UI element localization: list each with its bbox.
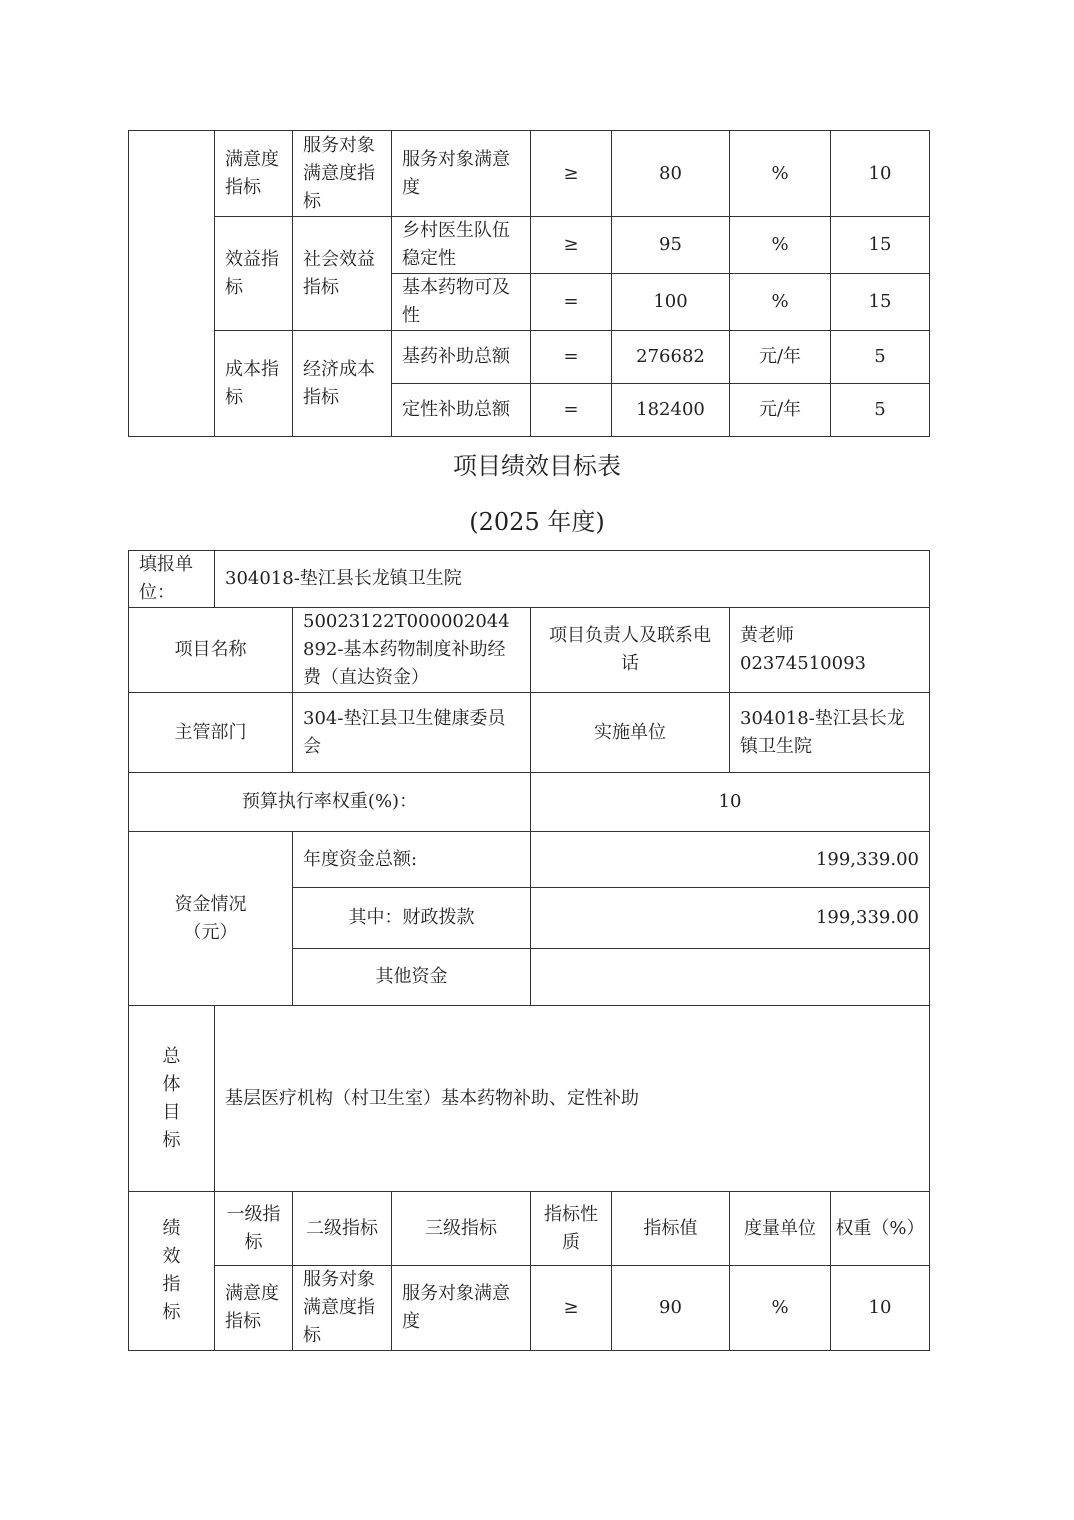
funds-label: 资金情况（元） [129, 832, 293, 1006]
level3-indicator: 服务对象满意度 [392, 1266, 531, 1351]
indicator-operator: = [531, 384, 612, 437]
header-value: 指标值 [612, 1192, 730, 1266]
table-row [129, 1192, 930, 1266]
indicator-value: 95 [612, 217, 730, 274]
blank-cell [129, 131, 215, 437]
level2-indicator: 经济成本指标 [293, 331, 392, 437]
level3-indicator: 服务对象满意度 [392, 131, 531, 217]
indicator-weight: 15 [831, 217, 930, 274]
contact-label: 项目负责人及联系电话 [531, 608, 730, 693]
funds-other-value [531, 949, 930, 1006]
dept-label: 主管部门 [129, 693, 293, 773]
table-row [129, 331, 930, 384]
indicator-unit: 元/年 [730, 331, 831, 384]
level3-indicator: 基本药物可及性 [392, 274, 531, 331]
table-row [129, 832, 930, 888]
header-level3: 三级指标 [392, 1192, 531, 1266]
header-unit: 度量单位 [730, 1192, 831, 1266]
indicator-unit: % [730, 131, 831, 217]
indicator-value: 80 [612, 131, 730, 217]
project-name-label: 项目名称 [129, 608, 293, 693]
indicator-value: 276682 [612, 331, 730, 384]
level1-indicator: 满意度指标 [215, 1266, 293, 1351]
table-row [129, 217, 930, 274]
indicator-weight: 5 [831, 384, 930, 437]
indicator-weight: 5 [831, 331, 930, 384]
contact-value: 黄老师 02374510093 [730, 608, 930, 693]
level1-indicator: 效益指标 [215, 217, 293, 331]
header-operator: 指标性质 [531, 1192, 612, 1266]
funds-total-value: 199,339.00 [531, 832, 930, 888]
level3-indicator: 基药补助总额 [392, 331, 531, 384]
table-row [129, 693, 930, 773]
funds-total-label: 年度资金总额: [293, 832, 531, 888]
indicator-value: 100 [612, 274, 730, 331]
indicator-value: 182400 [612, 384, 730, 437]
goal-value: 基层医疗机构（村卫生室）基本药物补助、定性补助 [215, 1006, 930, 1192]
level1-indicator: 满意度指标 [215, 131, 293, 217]
indicator-operator: ≥ [531, 131, 612, 217]
indicator-weight: 10 [831, 1266, 930, 1351]
header-weight: 权重（%） [831, 1192, 930, 1266]
unit-label: 填报单位： [129, 551, 215, 608]
level2-indicator: 服务对象满意度指标 [293, 1266, 392, 1351]
indicator-operator: ≥ [531, 1266, 612, 1351]
funds-fiscal-label: 其中：财政拨款 [293, 888, 531, 949]
level1-indicator: 成本指标 [215, 331, 293, 437]
table-row [129, 131, 930, 217]
table-row [129, 1266, 930, 1351]
page-title: 项目绩效目标表 [453, 452, 621, 480]
table-row [129, 1006, 930, 1192]
indicator-unit: % [730, 274, 831, 331]
top-indicator-table [128, 130, 930, 437]
indicator-value: 90 [612, 1266, 730, 1351]
funds-other-label: 其他资金 [293, 949, 531, 1006]
funds-fiscal-value: 199,339.00 [531, 888, 930, 949]
header-level1: 一级指标 [215, 1192, 293, 1266]
table-row [129, 551, 930, 608]
perf-label: 绩效指标 [129, 1192, 215, 1351]
level2-indicator: 社会效益指标 [293, 217, 392, 331]
performance-target-table [128, 550, 930, 1351]
level2-indicator: 服务对象满意度指标 [293, 131, 392, 217]
indicator-unit: % [730, 217, 831, 274]
table-row [129, 773, 930, 832]
indicator-unit: 元/年 [730, 384, 831, 437]
indicator-weight: 15 [831, 274, 930, 331]
page-subtitle: (2025 年度) [469, 508, 605, 536]
impl-value: 304018-垫江县长龙镇卫生院 [730, 693, 930, 773]
indicator-weight: 10 [831, 131, 930, 217]
header-level2: 二级指标 [293, 1192, 392, 1266]
indicator-unit: % [730, 1266, 831, 1351]
unit-value: 304018-垫江县长龙镇卫生院 [215, 551, 930, 608]
budget-weight-value: 10 [531, 773, 930, 832]
level3-indicator: 定性补助总额 [392, 384, 531, 437]
indicator-operator: = [531, 274, 612, 331]
dept-value: 304-垫江县卫生健康委员会 [293, 693, 531, 773]
indicator-operator: ≥ [531, 217, 612, 274]
table-row [129, 608, 930, 693]
impl-label: 实施单位 [531, 693, 730, 773]
level3-indicator: 乡村医生队伍稳定性 [392, 217, 531, 274]
project-name-value: 50023122T000002044892-基本药物制度补助经费（直达资金） [293, 608, 531, 693]
goal-label: 总体目标 [129, 1006, 215, 1192]
indicator-operator: = [531, 331, 612, 384]
budget-weight-label: 预算执行率权重(%)： [129, 773, 531, 832]
